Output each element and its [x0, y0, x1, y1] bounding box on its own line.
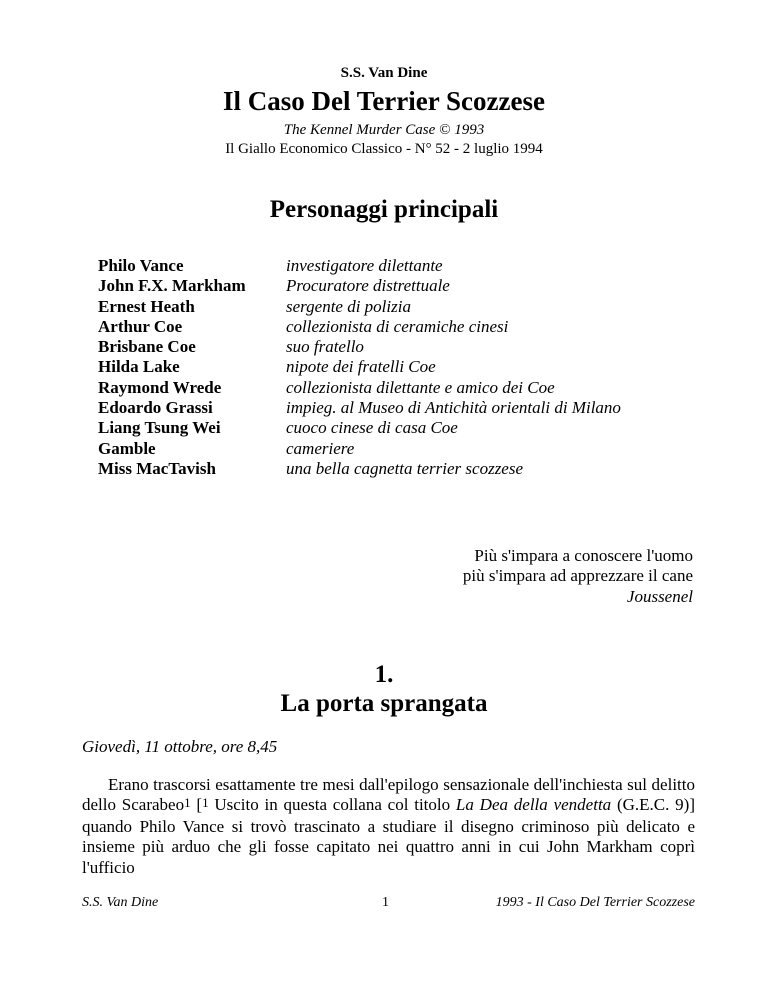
character-name: Edoardo Grassi [98, 398, 213, 418]
character-name: Miss MacTavish [98, 458, 216, 478]
character-role: cameriere [286, 438, 355, 458]
character-role: Procuratore distrettuale [286, 276, 450, 296]
text-run: Uscito in questa collana col titolo [208, 795, 456, 815]
epigraph-line: più s'impara ad apprezzare il cane [462, 566, 693, 586]
character-row [98, 378, 621, 398]
body-text [82, 775, 695, 878]
character-role: nipote dei fratelli Coe [286, 357, 436, 377]
character-role: investigatore dilettante [286, 256, 443, 275]
characters-heading: Personaggi principali [269, 196, 499, 223]
character-row [98, 398, 621, 418]
character-row [98, 418, 621, 438]
character-name: Gamble [98, 438, 156, 458]
character-row [98, 337, 621, 357]
character-role: cuoco cinese di casa Coe [286, 418, 458, 438]
footer-author: S.S. Van Dine [82, 895, 159, 910]
chapter-number: 1. [374, 661, 394, 688]
character-name: Philo Vance [98, 256, 184, 275]
edition-info: Il Giallo Economico Classico - N° 52 - 2 luglio 1994 [225, 141, 543, 157]
book-title: Il Caso Del Terrier Scozzese [223, 86, 545, 116]
character-row [98, 317, 621, 337]
character-row [98, 357, 621, 377]
text-run: (G.E.C. 9)] quando Philo Vance si trovò trascinato a studiare il disegno criminoso più delicato e insieme più arduo che gli fosse capitato nei quattro anni in cui John Markham coprì l'ufficio [82, 795, 695, 877]
character-role: impieg. al Museo di Antichità orientali di Milano [286, 398, 621, 418]
character-name: Raymond Wrede [98, 377, 222, 397]
character-name: Hilda Lake [98, 357, 180, 377]
character-role: collezionista di ceramiche cinesi [286, 316, 509, 336]
character-row [98, 297, 621, 317]
characters-list [98, 256, 621, 479]
character-row [98, 459, 621, 479]
character-name: Arthur Coe [98, 316, 183, 336]
paragraph [82, 775, 695, 878]
character-role: suo fratello [286, 337, 364, 357]
footer-title: 1993 - Il Caso Del Terrier Scozzese [495, 895, 695, 910]
character-name: Ernest Heath [98, 296, 195, 316]
character-role: sergente di polizia [286, 296, 411, 316]
italic-title: La Dea della vendetta [455, 795, 612, 815]
character-row [98, 256, 621, 276]
character-name: John F.X. Markham [98, 276, 246, 296]
character-name: Brisbane Coe [98, 337, 196, 357]
character-role: collezionista dilettante e amico dei Coe [286, 377, 555, 397]
character-row [98, 276, 621, 296]
page-number: 1 [382, 895, 389, 910]
text-run: Erano trascorsi esattamente tre mesi dall'epilogo sensazionale dell'inchiesta sul delitto dello Scarabeo [82, 775, 695, 815]
footnote-marker: 1 [184, 795, 191, 811]
footnote-marker: 1 [202, 795, 209, 811]
chapter-dateline: Giovedì, 11 ottobre, ore 8,45 [82, 737, 278, 756]
text-run: [ [190, 795, 203, 815]
epigraph [463, 546, 693, 607]
character-row [98, 439, 621, 459]
original-title: The Kennel Murder Case © 1993 [283, 122, 485, 138]
epigraph-line: Più s'impara a conoscere l'uomo [474, 546, 693, 565]
epigraph-author: Joussenel [626, 586, 693, 606]
character-name: Liang Tsung Wei [98, 418, 221, 438]
chapter-title: La porta sprangata [280, 690, 488, 717]
book-author: S.S. Van Dine [340, 65, 428, 81]
character-role: una bella cagnetta terrier scozzese [286, 458, 524, 478]
